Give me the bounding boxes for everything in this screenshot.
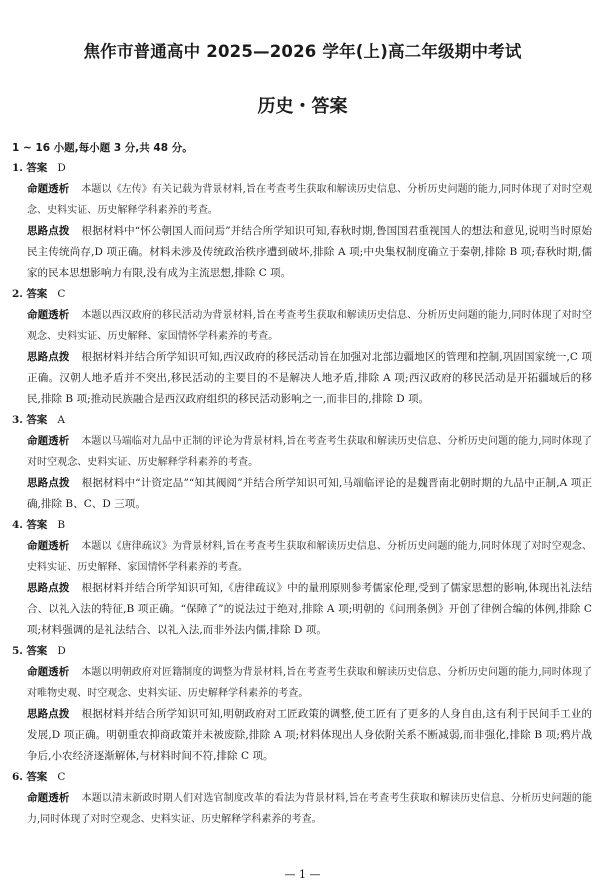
question-number: 4. [12, 519, 23, 531]
question-block [12, 158, 592, 284]
answer-value: B [57, 519, 66, 531]
answer-value: D [57, 645, 66, 657]
answer-label: 答案 [26, 645, 48, 657]
question-block [12, 410, 592, 515]
approach-text: 根据材料中“计资定品”“知其阀阅”并结合所学知识可知,马端临评论的是魏晋南北朝时期的九品中正制,A 项正确,排除 B、C、D 三项。 [27, 477, 592, 510]
analysis-label: 命题透析 [27, 435, 70, 447]
approach-paragraph [12, 704, 592, 767]
page-number: — 1 — [284, 868, 321, 881]
analysis-paragraph [12, 305, 592, 347]
page-title: 焦作市普通高中 2025—2026 学年(上)高二年级期中考试 [83, 42, 522, 61]
question-number: 3. [12, 414, 23, 426]
question-list [12, 158, 592, 830]
approach-text: 根据材料并结合所学知识可知,西汉政府的移民活动旨在加强对北部边疆地区的管理和控制,巩固国家统一,C 项正确。汉朝人地矛盾并不突出,移民活动的主要目的不是解决人地矛盾,排除 A 项;西汉政府的移民活动是开拓疆域后的移民,排除 B 项;推动民族融合是西汉政府组织的移民活动影响之一,而非目的,排除 D 项。 [27, 351, 592, 405]
question-number: 5. [12, 645, 23, 657]
analysis-label: 命题透析 [27, 540, 70, 552]
approach-text: 根据材料并结合所学知识可知,《唐律疏议》中的量刑原则参考儒家伦理,受到了儒家思想的影响,体现出礼法结合、以礼入法的特征,B 项正确。“保障了”的说法过于绝对,排除 A 项;明朝的《问刑条例》开创了律例合编的体例,排除 C 项;材料强调的是礼法结合、以礼入法,而非外法内儒,排除 D 项。 [27, 582, 592, 636]
answer-label: 答案 [26, 519, 48, 531]
approach-paragraph [12, 578, 592, 641]
analysis-text: 本题以《唐律疏议》为背景材料,旨在考查考生获取和解读历史信息、分析历史问题的能力,同时体现了对时空观念、史料实证、历史解释、家国情怀学科素养的考查。 [27, 541, 592, 573]
answer-value: A [57, 414, 65, 426]
analysis-paragraph [12, 431, 592, 473]
approach-label: 思路点拨 [27, 582, 70, 594]
answer-label: 答案 [26, 288, 48, 300]
question-number: 1. [12, 162, 23, 174]
answer-label: 答案 [26, 771, 48, 783]
approach-paragraph [12, 221, 592, 284]
analysis-paragraph [12, 662, 592, 704]
answer-line [12, 284, 592, 305]
answer-line [12, 158, 592, 179]
analysis-label: 命题透析 [27, 666, 70, 678]
approach-label: 思路点拨 [27, 477, 70, 489]
analysis-paragraph [12, 536, 592, 578]
answer-label: 答案 [26, 162, 48, 174]
question-number: 2. [12, 288, 23, 300]
answer-line [12, 767, 592, 788]
analysis-text: 本题以《左传》有关记载为背景材料,旨在考查考生获取和解读历史信息、分析历史问题的能力,同时体现了对时空观念、史料实证、历史解释学科素养的考查。 [27, 184, 592, 216]
analysis-paragraph [12, 788, 592, 830]
analysis-label: 命题透析 [27, 309, 70, 321]
analysis-text: 本题以西汉政府的移民活动为背景材料,旨在考查考生获取和解读历史信息、分析历史问题的能力,同时体现了对时空观念、史料实证、历史解释、家国情怀学科素养的考查。 [27, 310, 592, 342]
approach-label: 思路点拨 [27, 708, 70, 720]
analysis-text: 本题以明朝政府对匠籍制度的调整为背景材料,旨在考查考生获取和解读历史信息、分析历史问题的能力,同时体现了对唯物史观、时空观念、史料实证、历史解释学科素养的考查。 [27, 667, 592, 699]
analysis-paragraph [12, 179, 592, 221]
answer-value: D [57, 162, 66, 174]
approach-paragraph [12, 473, 592, 515]
analysis-text: 本题以马端临对九品中正制的评论为背景材料,旨在考查考生获取和解读历史信息、分析历史问题的能力,同时体现了对时空观念、史料实证、历史解释学科素养的考查。 [27, 436, 592, 468]
approach-paragraph [12, 347, 592, 410]
question-block [12, 515, 592, 641]
analysis-label: 命题透析 [27, 792, 70, 804]
approach-text: 根据材料中“怀公朝国人而问焉”并结合所学知识可知,春秋时期,鲁国国君重视国人的想法和意见,说明当时原始民主传统尚存,D 项正确。材料未涉及传统政治秩序遭到破坏,排除 A 项;中央集权制度确立于秦朝,排除 B 项;春秋时期,儒家的民本思想影响力有限,没有成为主流思想,排除 C 项。 [27, 225, 593, 279]
question-block [12, 767, 592, 830]
question-block [12, 284, 592, 410]
approach-label: 思路点拨 [27, 225, 70, 237]
question-block [12, 641, 592, 767]
section-intro: 1 ~ 16 小题,每小题 3 分,共 48 分。 [12, 142, 193, 154]
approach-label: 思路点拨 [27, 351, 70, 363]
approach-text: 根据材料并结合所学知识可知,明朝政府对工匠政策的调整,使工匠有了更多的人身自由,这有利于民间手工业的发展,D 项正确。明朝重农抑商政策并未被废除,排除 A 项;材料体现出人身依附关系不断减弱,而非强化,排除 B 项;鸦片战争后,小农经济逐渐解体,与材料时间不符,排除 C 项。 [27, 708, 592, 762]
answer-label: 答案 [26, 414, 48, 426]
answer-value: C [57, 771, 66, 783]
analysis-label: 命题透析 [27, 183, 70, 195]
question-number: 6. [12, 771, 23, 783]
answer-value: C [57, 288, 66, 300]
answer-line [12, 641, 592, 662]
page-subtitle: 历史・答案 [257, 96, 348, 117]
answer-content [12, 138, 592, 830]
answer-line [12, 515, 592, 536]
analysis-text: 本题以清末新政时期人们对选官制度改革的看法为背景材料,旨在考查考生获取和解读历史信息、分析历史问题的能力,同时体现了对时空观念、史料实证、历史解释学科素养的考查。 [27, 793, 592, 825]
answer-line [12, 410, 592, 431]
